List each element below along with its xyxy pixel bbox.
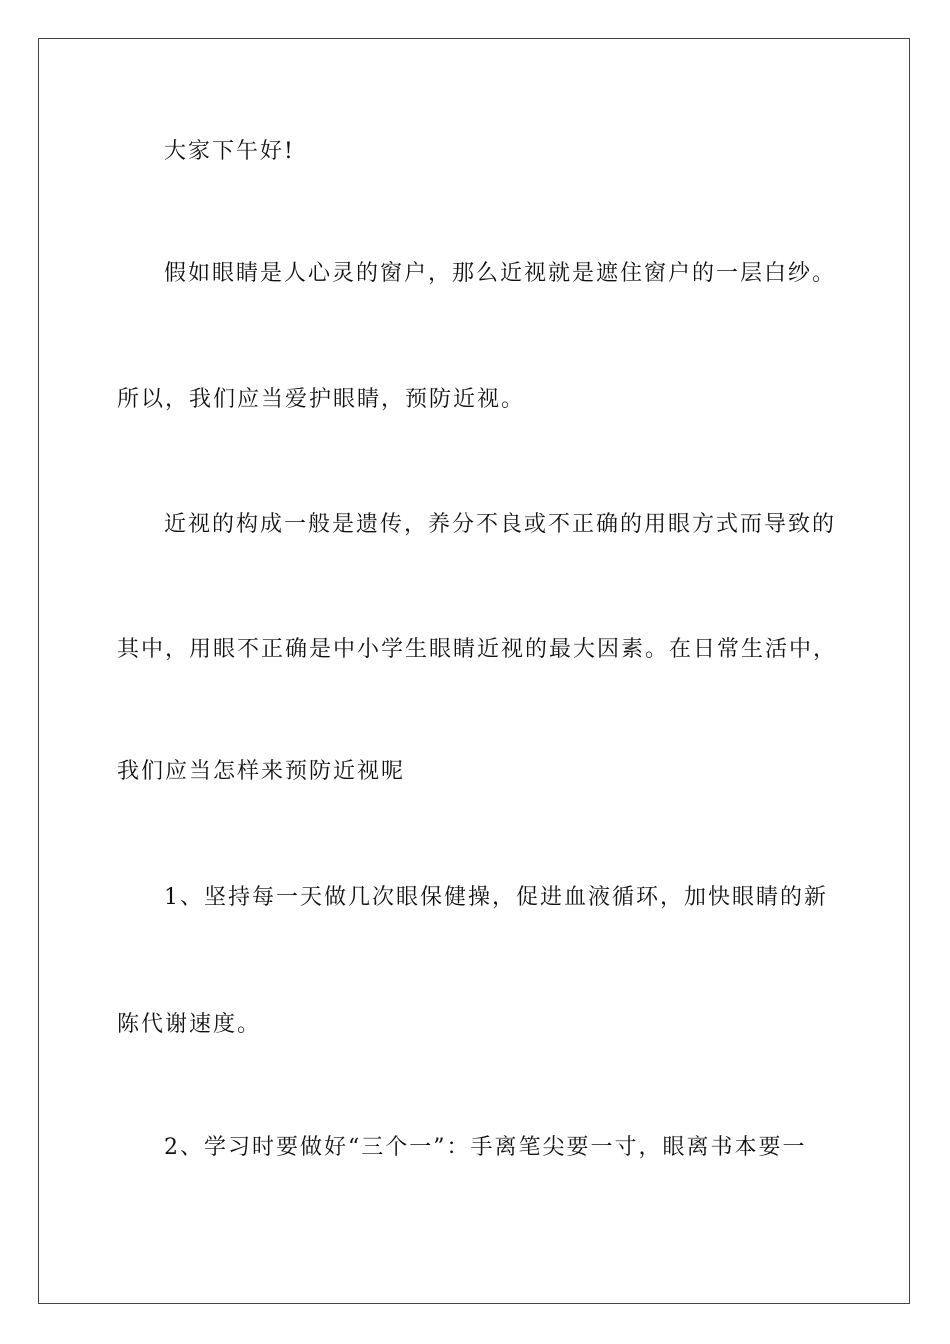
paragraph-2-line-2: 其中，用眼不正确是中小学生眼睛近视的最大因素。在日常生活中，: [117, 637, 838, 662]
paragraph-2-line-3: 我们应当怎样来预防近视呢: [117, 759, 406, 784]
list-item-1-line-2: 陈代谢速度。: [117, 1012, 262, 1037]
paragraph-1-line-1: 假如眼睛是人心灵的窗户，那么近视就是遮住窗户的一层白纱。: [164, 261, 837, 286]
paragraph-1-line-2: 所以，我们应当爱护眼睛，预防近视。: [117, 387, 526, 412]
list-item-2-line-1: 2、学习时要做好“三个一”：手离笔尖要一寸，眼离书本要一: [164, 1135, 807, 1160]
page-border: [38, 38, 910, 1304]
paragraph-2-line-1: 近视的构成一般是遗传，养分不良或不正确的用眼方式而导致的: [164, 512, 837, 537]
list-item-1-line-1: 1、坚持每一天做几次眼保健操，促进血液循环，加快眼睛的新: [164, 885, 828, 910]
greeting-line: 大家下午好!: [164, 139, 295, 164]
